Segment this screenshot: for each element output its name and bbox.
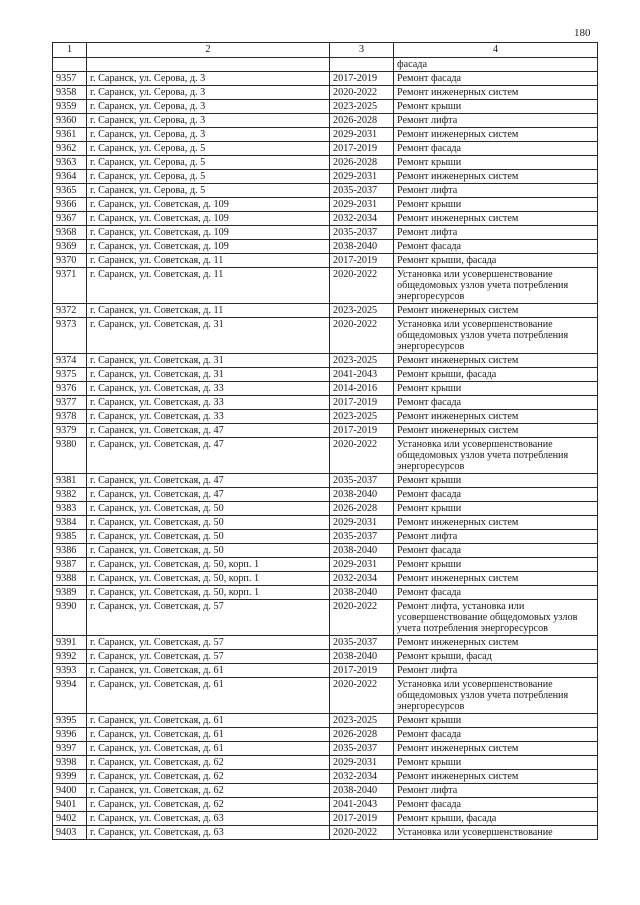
table-row bbox=[53, 226, 598, 240]
table-body bbox=[53, 58, 598, 840]
cell-number: 9396 bbox=[53, 728, 87, 742]
table-row bbox=[53, 438, 598, 474]
cell-work: Ремонт крыши, фасада bbox=[394, 812, 598, 826]
cell-number: 9382 bbox=[53, 488, 87, 502]
table-row bbox=[53, 474, 598, 488]
cell-number: 9402 bbox=[53, 812, 87, 826]
cell-period: 2029-2031 bbox=[330, 756, 394, 770]
cell-period: 2017-2019 bbox=[330, 664, 394, 678]
cell-address: г. Саранск, ул. Советская, д. 61 bbox=[87, 678, 330, 714]
cell-address: г. Саранск, ул. Советская, д. 11 bbox=[87, 254, 330, 268]
cell-number: 9393 bbox=[53, 664, 87, 678]
cell-address: г. Саранск, ул. Советская, д. 50 bbox=[87, 502, 330, 516]
cell-work: Ремонт инженерных систем bbox=[394, 410, 598, 424]
table-row bbox=[53, 114, 598, 128]
cell-address: г. Саранск, ул. Советская, д. 62 bbox=[87, 798, 330, 812]
cell-work: Установка или усовершенствование общедомовых узлов учета потребления энергоресурсов bbox=[394, 268, 598, 304]
cell-address: г. Саранск, ул. Серова, д. 5 bbox=[87, 170, 330, 184]
table-row bbox=[53, 812, 598, 826]
registry-table bbox=[52, 42, 598, 840]
cell-address: г. Саранск, ул. Советская, д. 109 bbox=[87, 240, 330, 254]
cell-work: Ремонт фасада bbox=[394, 544, 598, 558]
cell-number bbox=[53, 58, 87, 72]
cell-work: Ремонт инженерных систем bbox=[394, 424, 598, 438]
cell-number: 9359 bbox=[53, 100, 87, 114]
cell-period: 2026-2028 bbox=[330, 728, 394, 742]
table-row bbox=[53, 368, 598, 382]
cell-period: 2020-2022 bbox=[330, 86, 394, 100]
cell-number: 9376 bbox=[53, 382, 87, 396]
cell-work: Ремонт крыши bbox=[394, 100, 598, 114]
cell-address: г. Саранск, ул. Советская, д. 61 bbox=[87, 728, 330, 742]
cell-address: г. Саранск, ул. Советская, д. 33 bbox=[87, 396, 330, 410]
table-header-row bbox=[53, 43, 598, 58]
cell-address: г. Саранск, ул. Советская, д. 11 bbox=[87, 268, 330, 304]
cell-work: Ремонт крыши bbox=[394, 502, 598, 516]
cell-address: г. Саранск, ул. Советская, д. 62 bbox=[87, 756, 330, 770]
cell-number: 9399 bbox=[53, 770, 87, 784]
table-row bbox=[53, 410, 598, 424]
cell-address: г. Саранск, ул. Советская, д. 31 bbox=[87, 368, 330, 382]
cell-work: Ремонт лифта bbox=[394, 184, 598, 198]
cell-period: 2017-2019 bbox=[330, 812, 394, 826]
cell-period: 2035-2037 bbox=[330, 474, 394, 488]
cell-address: г. Саранск, ул. Советская, д. 109 bbox=[87, 198, 330, 212]
cell-number: 9367 bbox=[53, 212, 87, 226]
cell-number: 9394 bbox=[53, 678, 87, 714]
cell-work: Ремонт крыши, фасад bbox=[394, 650, 598, 664]
cell-address: г. Саранск, ул. Советская, д. 57 bbox=[87, 600, 330, 636]
cell-period: 2035-2037 bbox=[330, 184, 394, 198]
cell-number: 9395 bbox=[53, 714, 87, 728]
cell-address: г. Саранск, ул. Серова, д. 3 bbox=[87, 114, 330, 128]
table-row bbox=[53, 586, 598, 600]
cell-period: 2023-2025 bbox=[330, 100, 394, 114]
cell-period: 2038-2040 bbox=[330, 586, 394, 600]
table-row bbox=[53, 268, 598, 304]
cell-number: 9381 bbox=[53, 474, 87, 488]
cell-period: 2038-2040 bbox=[330, 650, 394, 664]
cell-period: 2029-2031 bbox=[330, 558, 394, 572]
table-row bbox=[53, 170, 598, 184]
table-row bbox=[53, 318, 598, 354]
cell-work: Ремонт лифта bbox=[394, 226, 598, 240]
cell-period: 2029-2031 bbox=[330, 516, 394, 530]
cell-period: 2038-2040 bbox=[330, 544, 394, 558]
cell-work: Ремонт крыши bbox=[394, 382, 598, 396]
cell-address: г. Саранск, ул. Советская, д. 31 bbox=[87, 318, 330, 354]
cell-work: Ремонт фасада bbox=[394, 586, 598, 600]
cell-number: 9361 bbox=[53, 128, 87, 142]
cell-number: 9373 bbox=[53, 318, 87, 354]
table-row bbox=[53, 784, 598, 798]
cell-number: 9389 bbox=[53, 586, 87, 600]
cell-number: 9374 bbox=[53, 354, 87, 368]
cell-number: 9390 bbox=[53, 600, 87, 636]
cell-address: г. Саранск, ул. Серова, д. 3 bbox=[87, 128, 330, 142]
cell-address: г. Саранск, ул. Советская, д. 63 bbox=[87, 826, 330, 840]
table-row bbox=[53, 424, 598, 438]
cell-number: 9364 bbox=[53, 170, 87, 184]
column-header-work: 4 bbox=[394, 43, 598, 58]
cell-period: 2035-2037 bbox=[330, 742, 394, 756]
cell-address: г. Саранск, ул. Советская, д. 109 bbox=[87, 226, 330, 240]
cell-work: Ремонт крыши bbox=[394, 714, 598, 728]
table-row bbox=[53, 572, 598, 586]
cell-period: 2035-2037 bbox=[330, 530, 394, 544]
cell-address: г. Саранск, ул. Серова, д. 5 bbox=[87, 184, 330, 198]
cell-address: г. Саранск, ул. Советская, д. 63 bbox=[87, 812, 330, 826]
cell-work: Ремонт фасада bbox=[394, 72, 598, 86]
cell-number: 9362 bbox=[53, 142, 87, 156]
cell-period: 2023-2025 bbox=[330, 304, 394, 318]
cell-work: Ремонт крыши, фасада bbox=[394, 254, 598, 268]
cell-period: 2041-2043 bbox=[330, 798, 394, 812]
cell-work: Ремонт фасада bbox=[394, 798, 598, 812]
table-row bbox=[53, 254, 598, 268]
cell-number: 9372 bbox=[53, 304, 87, 318]
column-header-period: 3 bbox=[330, 43, 394, 58]
cell-number: 9384 bbox=[53, 516, 87, 530]
cell-number: 9400 bbox=[53, 784, 87, 798]
cell-number: 9403 bbox=[53, 826, 87, 840]
cell-address: г. Саранск, ул. Советская, д. 61 bbox=[87, 714, 330, 728]
cell-address: г. Саранск, ул. Серова, д. 5 bbox=[87, 156, 330, 170]
table-row bbox=[53, 530, 598, 544]
table-row bbox=[53, 354, 598, 368]
cell-address: г. Саранск, ул. Советская, д. 57 bbox=[87, 650, 330, 664]
cell-work: Ремонт крыши, фасада bbox=[394, 368, 598, 382]
cell-period: 2029-2031 bbox=[330, 198, 394, 212]
cell-work: Ремонт крыши bbox=[394, 198, 598, 212]
cell-period: 2032-2034 bbox=[330, 212, 394, 226]
table-row bbox=[53, 240, 598, 254]
column-header-number: 1 bbox=[53, 43, 87, 58]
cell-work: Ремонт фасада bbox=[394, 396, 598, 410]
cell-period: 2020-2022 bbox=[330, 678, 394, 714]
table-row bbox=[53, 58, 598, 72]
table-row bbox=[53, 100, 598, 114]
table-row bbox=[53, 798, 598, 812]
table-row bbox=[53, 742, 598, 756]
cell-period: 2017-2019 bbox=[330, 424, 394, 438]
cell-number: 9368 bbox=[53, 226, 87, 240]
cell-period: 2041-2043 bbox=[330, 368, 394, 382]
cell-address: г. Саранск, ул. Советская, д. 31 bbox=[87, 354, 330, 368]
cell-address: г. Саранск, ул. Советская, д. 33 bbox=[87, 382, 330, 396]
table-row bbox=[53, 488, 598, 502]
cell-work: Установка или усовершенствование общедомовых узлов учета потребления энергоресурсов bbox=[394, 678, 598, 714]
cell-period: 2035-2037 bbox=[330, 636, 394, 650]
cell-number: 9401 bbox=[53, 798, 87, 812]
cell-number: 9391 bbox=[53, 636, 87, 650]
cell-address: г. Саранск, ул. Советская, д. 50 bbox=[87, 544, 330, 558]
cell-work: Ремонт инженерных систем bbox=[394, 170, 598, 184]
cell-number: 9357 bbox=[53, 72, 87, 86]
table-row bbox=[53, 728, 598, 742]
cell-work: Ремонт инженерных систем bbox=[394, 516, 598, 530]
table-row bbox=[53, 184, 598, 198]
cell-period: 2017-2019 bbox=[330, 396, 394, 410]
table-row bbox=[53, 516, 598, 530]
cell-address: г. Саранск, ул. Советская, д. 50, корп. 1 bbox=[87, 558, 330, 572]
cell-number: 9378 bbox=[53, 410, 87, 424]
table-row bbox=[53, 600, 598, 636]
cell-period: 2020-2022 bbox=[330, 268, 394, 304]
cell-address: г. Саранск, ул. Серова, д. 3 bbox=[87, 72, 330, 86]
cell-work: Ремонт фасада bbox=[394, 240, 598, 254]
cell-work: Ремонт инженерных систем bbox=[394, 128, 598, 142]
cell-address: г. Саранск, ул. Советская, д. 61 bbox=[87, 664, 330, 678]
cell-work: Ремонт лифта bbox=[394, 530, 598, 544]
cell-address: г. Саранск, ул. Советская, д. 109 bbox=[87, 212, 330, 226]
cell-period: 2032-2034 bbox=[330, 770, 394, 784]
cell-address: г. Саранск, ул. Советская, д. 50, корп. 1 bbox=[87, 586, 330, 600]
table-row bbox=[53, 304, 598, 318]
cell-work: Ремонт инженерных систем bbox=[394, 86, 598, 100]
cell-work: Ремонт инженерных систем bbox=[394, 636, 598, 650]
cell-period bbox=[330, 58, 394, 72]
cell-number: 9379 bbox=[53, 424, 87, 438]
cell-number: 9375 bbox=[53, 368, 87, 382]
cell-period: 2032-2034 bbox=[330, 572, 394, 586]
cell-number: 9397 bbox=[53, 742, 87, 756]
cell-number: 9380 bbox=[53, 438, 87, 474]
cell-period: 2023-2025 bbox=[330, 714, 394, 728]
table-row bbox=[53, 198, 598, 212]
cell-period: 2026-2028 bbox=[330, 114, 394, 128]
cell-work: Ремонт крыши bbox=[394, 474, 598, 488]
cell-number: 9387 bbox=[53, 558, 87, 572]
cell-number: 9370 bbox=[53, 254, 87, 268]
table-row bbox=[53, 756, 598, 770]
cell-period: 2023-2025 bbox=[330, 354, 394, 368]
cell-number: 9386 bbox=[53, 544, 87, 558]
cell-number: 9377 bbox=[53, 396, 87, 410]
cell-number: 9371 bbox=[53, 268, 87, 304]
cell-work: Ремонт инженерных систем bbox=[394, 770, 598, 784]
cell-period: 2026-2028 bbox=[330, 156, 394, 170]
table-row bbox=[53, 714, 598, 728]
table-row bbox=[53, 156, 598, 170]
table-row bbox=[53, 826, 598, 840]
cell-address: г. Саранск, ул. Советская, д. 47 bbox=[87, 474, 330, 488]
cell-number: 9383 bbox=[53, 502, 87, 516]
cell-period: 2023-2025 bbox=[330, 410, 394, 424]
cell-number: 9398 bbox=[53, 756, 87, 770]
cell-period: 2038-2040 bbox=[330, 240, 394, 254]
cell-period: 2020-2022 bbox=[330, 438, 394, 474]
cell-address: г. Саранск, ул. Советская, д. 33 bbox=[87, 410, 330, 424]
cell-period: 2026-2028 bbox=[330, 502, 394, 516]
cell-period: 2020-2022 bbox=[330, 600, 394, 636]
cell-number: 9369 bbox=[53, 240, 87, 254]
cell-work: Ремонт инженерных систем bbox=[394, 572, 598, 586]
cell-address: г. Саранск, ул. Серова, д. 3 bbox=[87, 100, 330, 114]
cell-address: г. Саранск, ул. Советская, д. 50, корп. 1 bbox=[87, 572, 330, 586]
cell-address: г. Саранск, ул. Серова, д. 5 bbox=[87, 142, 330, 156]
table-row bbox=[53, 636, 598, 650]
table-row bbox=[53, 142, 598, 156]
cell-number: 9365 bbox=[53, 184, 87, 198]
cell-period: 2014-2016 bbox=[330, 382, 394, 396]
table-row bbox=[53, 396, 598, 410]
cell-number: 9366 bbox=[53, 198, 87, 212]
cell-period: 2029-2031 bbox=[330, 170, 394, 184]
cell-work: Ремонт инженерных систем bbox=[394, 354, 598, 368]
table-row bbox=[53, 664, 598, 678]
table-row bbox=[53, 650, 598, 664]
cell-work: Ремонт инженерных систем bbox=[394, 212, 598, 226]
table-row bbox=[53, 678, 598, 714]
table-row bbox=[53, 558, 598, 572]
cell-number: 9388 bbox=[53, 572, 87, 586]
cell-work: фасада bbox=[394, 58, 598, 72]
cell-number: 9358 bbox=[53, 86, 87, 100]
cell-work: Ремонт лифта bbox=[394, 664, 598, 678]
cell-address: г. Саранск, ул. Советская, д. 57 bbox=[87, 636, 330, 650]
cell-work: Установка или усовершенствование общедомовых узлов учета потребления энергоресурсов bbox=[394, 318, 598, 354]
cell-work: Ремонт фасада bbox=[394, 728, 598, 742]
cell-period: 2035-2037 bbox=[330, 226, 394, 240]
cell-period: 2017-2019 bbox=[330, 142, 394, 156]
table-row bbox=[53, 86, 598, 100]
cell-number: 9392 bbox=[53, 650, 87, 664]
table-row bbox=[53, 128, 598, 142]
cell-number: 9385 bbox=[53, 530, 87, 544]
cell-address: г. Саранск, ул. Советская, д. 11 bbox=[87, 304, 330, 318]
cell-work: Ремонт крыши bbox=[394, 558, 598, 572]
cell-work: Ремонт инженерных систем bbox=[394, 304, 598, 318]
cell-work: Установка или усовершенствование bbox=[394, 826, 598, 840]
cell-address: г. Саранск, ул. Советская, д. 50 bbox=[87, 530, 330, 544]
cell-address: г. Саранск, ул. Советская, д. 62 bbox=[87, 784, 330, 798]
cell-work: Ремонт фасада bbox=[394, 142, 598, 156]
cell-work: Ремонт крыши bbox=[394, 156, 598, 170]
column-header-address: 2 bbox=[87, 43, 330, 58]
cell-work: Установка или усовершенствование общедомовых узлов учета потребления энергоресурсов bbox=[394, 438, 598, 474]
table-row bbox=[53, 544, 598, 558]
cell-number: 9363 bbox=[53, 156, 87, 170]
cell-address: г. Саранск, ул. Советская, д. 47 bbox=[87, 424, 330, 438]
cell-address: г. Саранск, ул. Советская, д. 50 bbox=[87, 516, 330, 530]
cell-work: Ремонт лифта bbox=[394, 784, 598, 798]
table-row bbox=[53, 212, 598, 226]
cell-address: г. Саранск, ул. Советская, д. 61 bbox=[87, 742, 330, 756]
cell-address: г. Саранск, ул. Советская, д. 47 bbox=[87, 438, 330, 474]
cell-work: Ремонт крыши bbox=[394, 756, 598, 770]
cell-period: 2020-2022 bbox=[330, 318, 394, 354]
cell-period: 2029-2031 bbox=[330, 128, 394, 142]
cell-period: 2020-2022 bbox=[330, 826, 394, 840]
cell-period: 2017-2019 bbox=[330, 72, 394, 86]
cell-address: г. Саранск, ул. Серова, д. 3 bbox=[87, 86, 330, 100]
table-row bbox=[53, 72, 598, 86]
table-row bbox=[53, 382, 598, 396]
cell-address: г. Саранск, ул. Советская, д. 47 bbox=[87, 488, 330, 502]
cell-work: Ремонт фасада bbox=[394, 488, 598, 502]
cell-work: Ремонт лифта bbox=[394, 114, 598, 128]
cell-address: г. Саранск, ул. Советская, д. 62 bbox=[87, 770, 330, 784]
page-number: 180 bbox=[574, 27, 591, 39]
cell-work: Ремонт лифта, установка или усовершенствование общедомовых узлов учета потребления энергоресурсов bbox=[394, 600, 598, 636]
cell-address bbox=[87, 58, 330, 72]
cell-period: 2038-2040 bbox=[330, 488, 394, 502]
cell-period: 2017-2019 bbox=[330, 254, 394, 268]
cell-work: Ремонт инженерных систем bbox=[394, 742, 598, 756]
table-row bbox=[53, 502, 598, 516]
cell-period: 2038-2040 bbox=[330, 784, 394, 798]
cell-number: 9360 bbox=[53, 114, 87, 128]
table-row bbox=[53, 770, 598, 784]
